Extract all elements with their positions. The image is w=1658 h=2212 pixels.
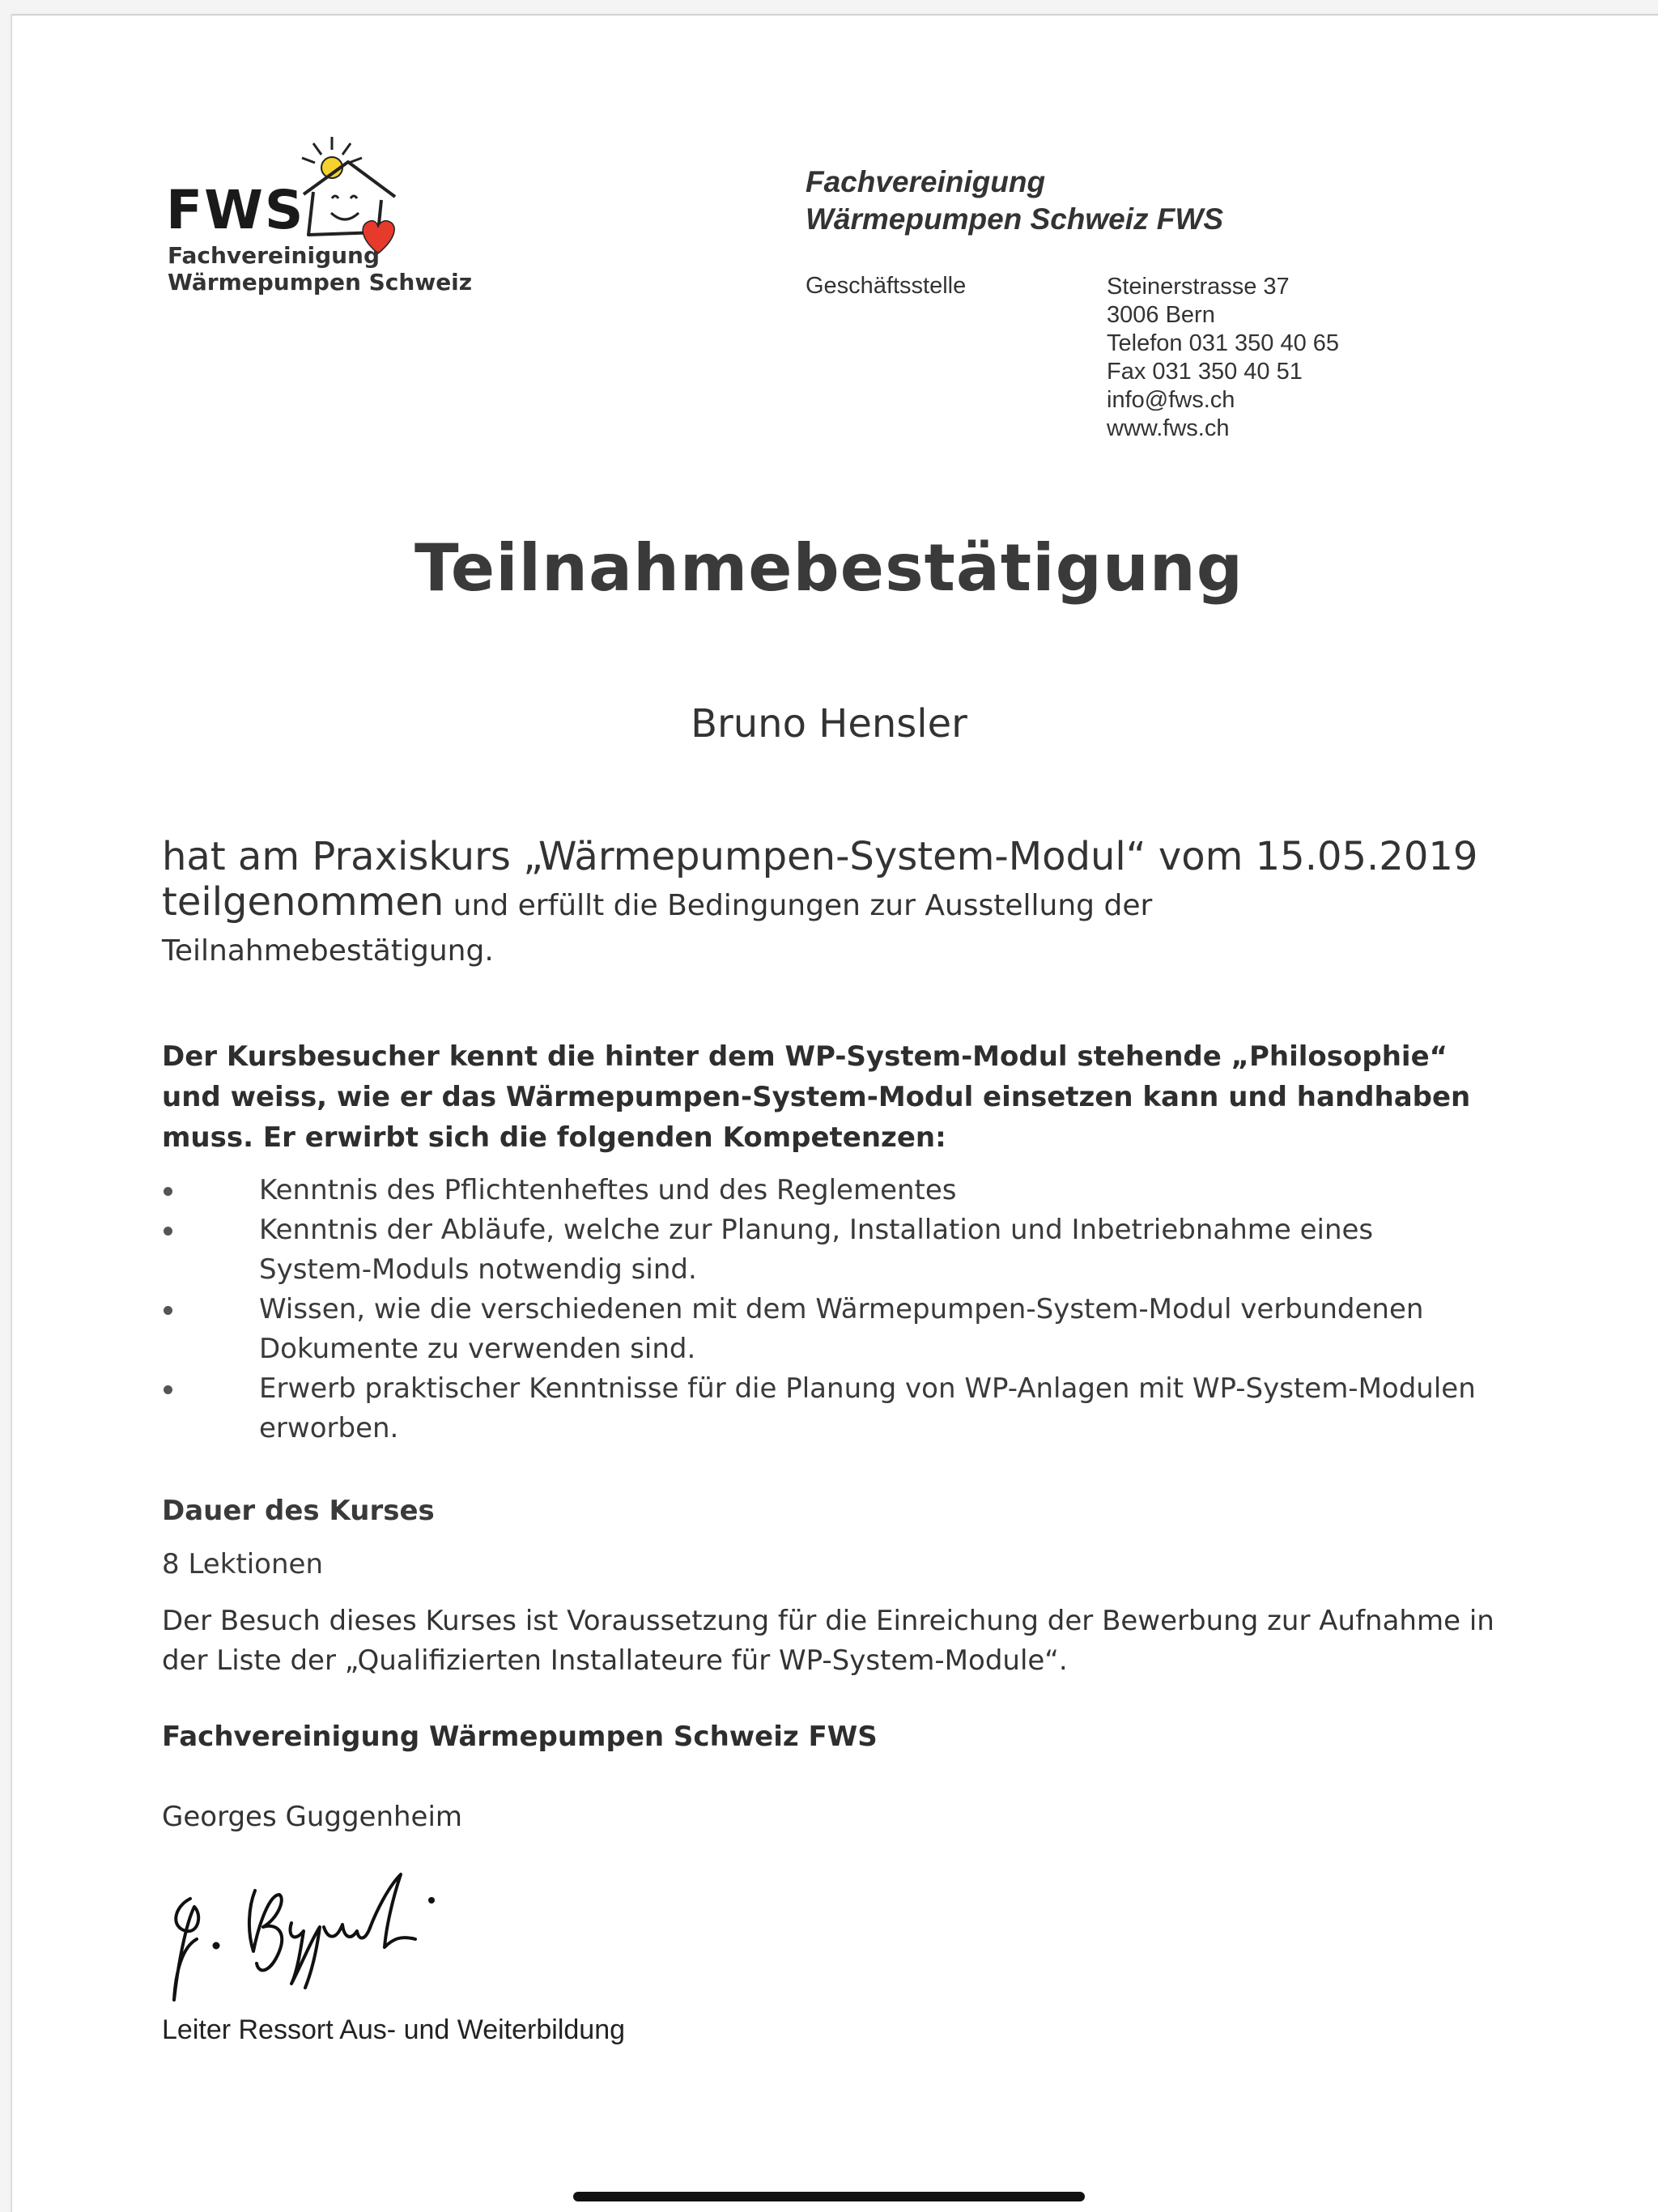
certificate-title: Teilnahmebestätigung (414, 530, 1244, 606)
bullet-icon (164, 1187, 172, 1196)
list-item (162, 1369, 1490, 1448)
requirement-line1: Der Besuch dieses Kurses ist Voraussetzung für die Einreichung der Bewerbung zur Aufnahme in (162, 1605, 1494, 1637)
bullet-icon (164, 1306, 172, 1315)
fws-logo (166, 134, 473, 304)
address-website: www.fws.ch (1107, 415, 1230, 441)
issuer-name: Fachvereinigung Wärmepumpen Schweiz FWS (162, 1721, 878, 1753)
list-item (162, 1210, 1490, 1290)
bullet-icon (164, 1385, 172, 1394)
header-org-line1: Fachvereinigung (806, 165, 1046, 198)
address-city: 3006 Bern (1107, 302, 1215, 328)
list-item-text: Wissen, wie die verschiedenen mit dem Wärmepumpen-System-Modul verbundenen Dokumente zu verwenden sind. (259, 1293, 1424, 1365)
handwritten-signature (158, 1850, 498, 2012)
competence-list (162, 1171, 1490, 1448)
address-phone: Telefon 031 350 40 65 (1107, 330, 1340, 356)
requirement-paragraph (162, 1602, 1498, 1681)
list-item (162, 1290, 1490, 1369)
list-item-text: Erwerb praktischer Kenntnisse für die Planung von WP-Anlagen mit WP-System-Modulen erworben. (259, 1372, 1476, 1444)
list-item (162, 1171, 1490, 1210)
list-item-text: Kenntnis des Pflichtenheftes und des Reglementes (259, 1174, 957, 1206)
logo-text-line1: Fachvereinigung (168, 242, 380, 269)
bullet-icon (164, 1227, 172, 1236)
intro-line1: hat am Praxiskurs „Wärmepumpen-System-Modul“ vom 15.05.2019 (162, 834, 1478, 879)
duration-value: 8 Lektionen (162, 1548, 323, 1580)
home-indicator[interactable] (573, 2192, 1085, 2201)
intro-paragraph (162, 834, 1490, 974)
competence-intro: Der Kursbesucher kennt die hinter dem WP-System-Modul stehende „Philosophie“ und weiss, wie er das Wärmepumpen-System-Modul einsetzen kann und handhaben muss. Er erwirbt sich die folgenden Kompetenzen: (162, 1040, 1471, 1154)
intro-line3: Teilnahmebestätigung. (162, 934, 494, 968)
address-block (1107, 273, 1339, 443)
logo-abbreviation: FWS (166, 179, 305, 241)
address-fax: Fax 031 350 40 51 (1107, 359, 1303, 385)
office-label: Geschäftsstelle (806, 273, 967, 299)
header-org-line2: Wärmepumpen Schweiz FWS (806, 202, 1224, 236)
intro-emphasis: teilgenommen (162, 879, 444, 925)
list-item-text: Kenntnis der Abläufe, welche zur Planung, Installation und Inbetriebnahme eines System-Moduls notwendig sind. (259, 1214, 1374, 1286)
requirement-line2: der Liste der „Qualifizierten Installateure für WP-System-Module“. (162, 1644, 1068, 1677)
duration-heading: Dauer des Kurses (162, 1495, 435, 1527)
logo-text-line2: Wärmepumpen Schweiz (168, 269, 473, 296)
participant-name: Bruno Hensler (691, 701, 967, 747)
signer-name: Georges Guggenheim (162, 1801, 463, 1833)
header-org-name (806, 164, 1223, 238)
address-email: info@fws.ch (1107, 387, 1235, 413)
signer-role: Leiter Ressort Aus- und Weiterbildung (162, 2014, 626, 2045)
intro-rest: und erfüllt die Bedingungen zur Ausstellung der (444, 889, 1153, 922)
address-street: Steinerstrasse 37 (1107, 274, 1290, 300)
